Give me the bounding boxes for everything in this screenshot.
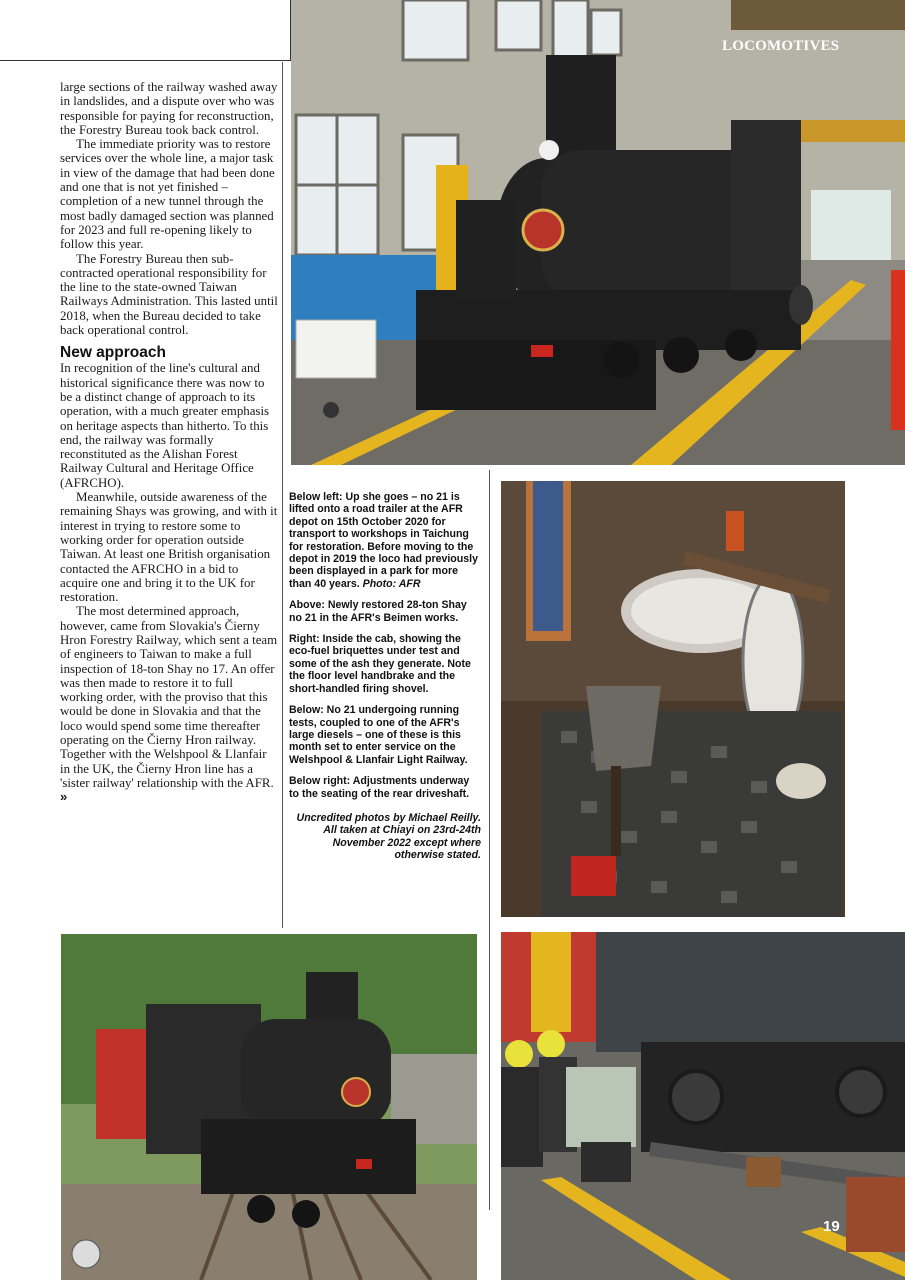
column-divider-right (489, 470, 490, 1210)
continue-arrow-icon: » (60, 789, 68, 805)
top-left-rule (0, 60, 292, 61)
article-paragraph-text: The most determined approach, however, came from Slovakia's Čierny Hron Forestry Railway, which sent a team of engineers to Taiwan to make a full inspection of 18-ton Shay no 17. An offer was then made to restore it to full working order, with the proviso that this would be done in Slovakia and that the loco would spend some time thereafter operating on the Čierny Hron railway. Together with the Welshpool & Llanfair in the UK, the Čierny Hron line has a 'sister railway' relationship with the AFR. (60, 604, 278, 790)
photo-cab-interior (501, 481, 845, 917)
photo-captions (289, 491, 481, 871)
page-number: 19 (823, 1218, 840, 1235)
article-body (60, 80, 278, 805)
caption-below-left: Below left: Up she goes – no 21 is lifted onto a road trailer at the AFR depot on 15th October 2020 for transport to workshops in Taichung for restoration. Before moving to the depot in 2019 the loco had previously been displayed in a park for more than 40 years. Photo: AFR (289, 491, 478, 590)
caption-below: Below: No 21 undergoing running tests, coupled to one of the AFR's large diesels – one of these is this month set to enter service on the Welshpool & Llanfair Light Railway. (289, 704, 468, 766)
article-paragraph-last (60, 604, 278, 804)
photo-running-tests (61, 934, 477, 1280)
article-paragraph: The Forestry Bureau then sub-contracted operational responsibility for the line to the state-owned Taiwan Railways Administration. This lasted until 2018, when the Bureau decided to take back operational control. (60, 251, 278, 338)
photo-credit: Photo: AFR (362, 577, 421, 590)
section-tag: LOCOMOTIVES (722, 38, 840, 54)
article-paragraph: large sections of the railway washed away in landslides, and a dispute over who was responsible for paying for reconstruction, the Forestry Bureau took back control. (60, 80, 278, 137)
caption-below-right: Below right: Adjustments underway to the seating of the rear driveshaft. (289, 775, 470, 800)
caption-above: Above: Newly restored 28-ton Shay no 21 in the AFR's Beimen works. (289, 599, 467, 624)
article-paragraph: The immediate priority was to restore services over the whole line, a major task in view of the damage that had been done and one that is not yet finished – completion of a new tunnel through the most badly damaged section was planned for 2023 and full re-opening likely to follow this year. (60, 137, 275, 252)
photo-shay-21-works (291, 0, 905, 465)
photo-credit-general: Uncredited photos by Michael Reilly. All taken at Chiayi on 23rd-24th November 2022 except where otherwise stated. (296, 811, 481, 862)
column-divider-left (282, 62, 283, 928)
article-paragraph: Meanwhile, outside awareness of the remaining Shays was growing, and with it interest in trying to restore some to working order for operation outside Taiwan. At least one British organisation contacted the AFRCHO in a bid to acquire one and bring it to the UK for restoration. (60, 490, 278, 605)
photo-driveshaft-adjustment (501, 932, 905, 1280)
article-paragraph: In recognition of the line's cultural and historical significance there was now to be a distinct change of approach to its operation, with a much greater emphasis on heritage aspects than hitherto. To this end, the railway was formally reconstituted as the Alishan Forest Railway Cultural and Heritage Office (AFRCHO). (60, 361, 270, 490)
section-heading: New approach (60, 344, 166, 362)
caption-right: Right: Inside the cab, showing the eco-fuel briquettes under test and some of the ash they generate. Note the floor level handbrake and the short-handled firing shovel. (289, 633, 471, 695)
